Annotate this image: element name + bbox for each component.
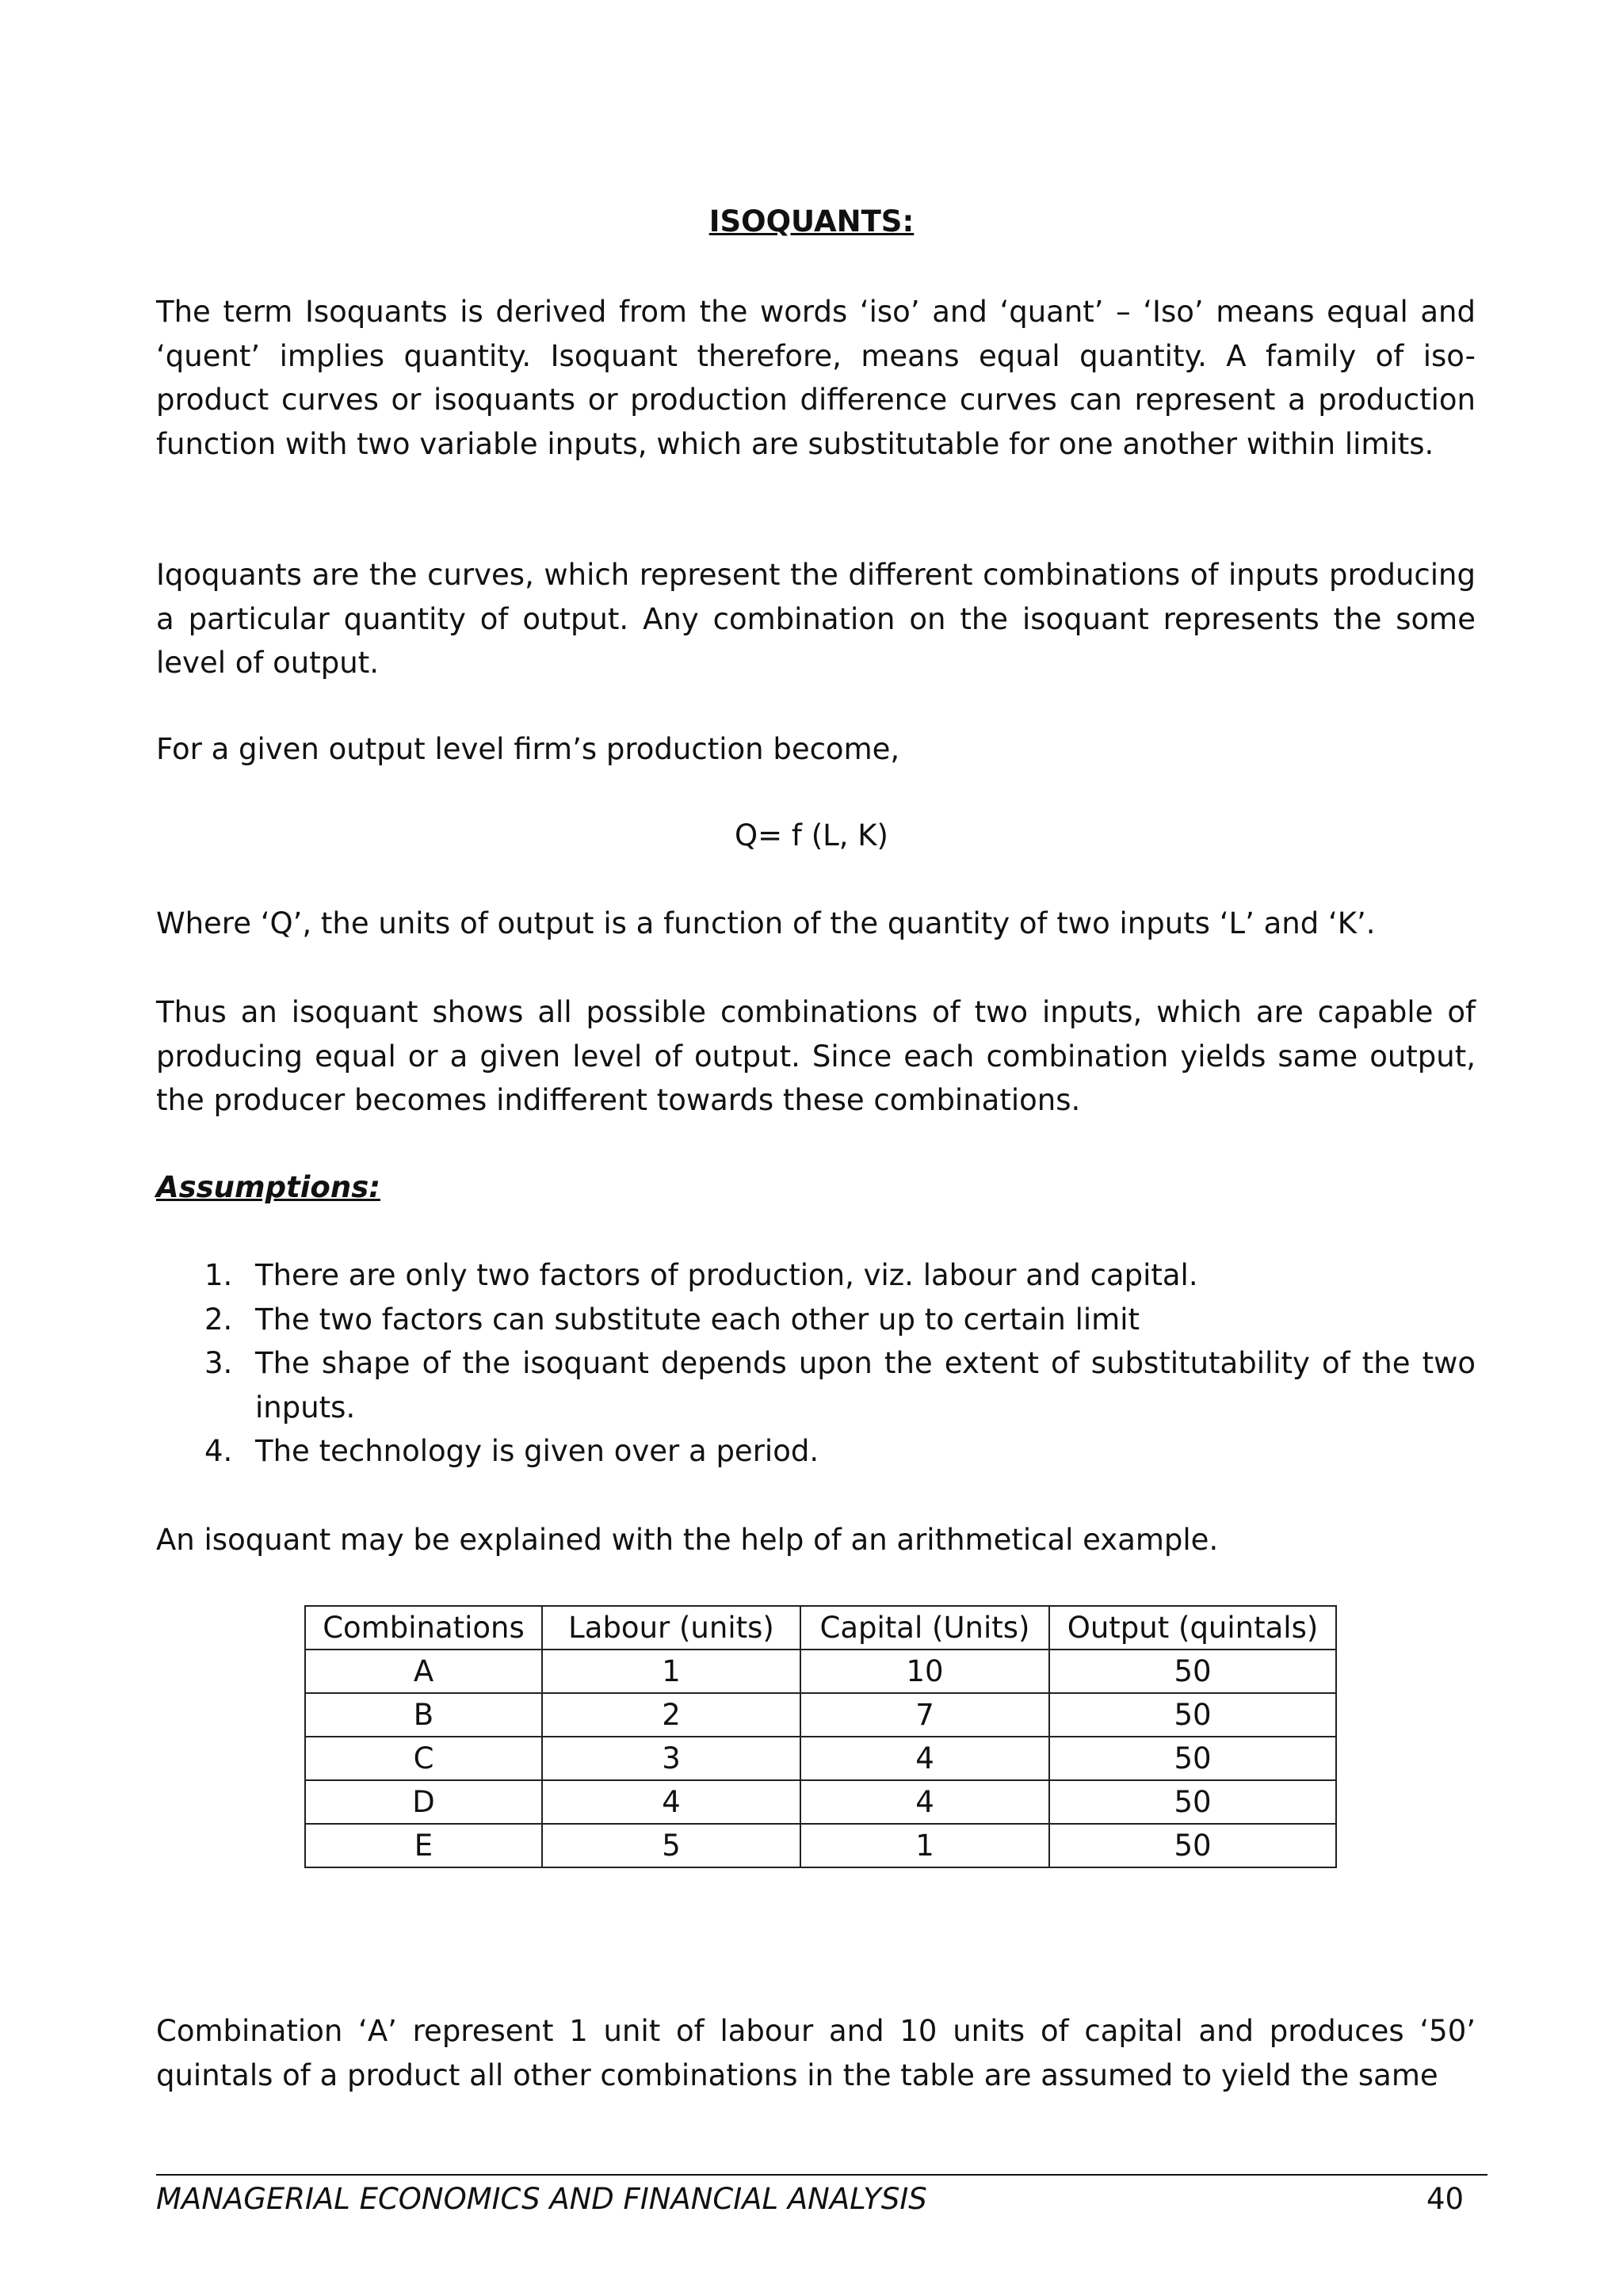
list-item-text: The two factors can substitute each other up to certain limit — [255, 1302, 1140, 1337]
paragraph-example-intro: An isoquant may be explained with the help of an arithmetical example. — [156, 1523, 1219, 1557]
table-row — [305, 1650, 1336, 1693]
list-item — [198, 1429, 1476, 1474]
column-header-output: Output (quintals) — [1049, 1606, 1336, 1650]
column-header-combinations: Combinations — [305, 1606, 542, 1650]
table-cell: 50 — [1049, 1650, 1336, 1693]
list-item-text: The shape of the isoquant depends upon the extent of substitutability of the two inputs. — [255, 1346, 1476, 1425]
footer-title: MANAGERIAL ECONOMICS AND FINANCIAL ANALYSIS — [156, 2182, 927, 2216]
column-header-labour: Labour (units) — [542, 1606, 800, 1650]
table-cell: 10 — [800, 1650, 1049, 1693]
table-cell: 50 — [1049, 1693, 1336, 1737]
assumptions-list — [198, 1253, 1476, 1474]
list-item-number: 1. — [204, 1258, 233, 1292]
production-formula: Q= f (L, K) — [735, 818, 888, 852]
paragraph-isoquant-shows: Thus an isoquant shows all possible combinations of two inputs, which are capable of producing equal or a given level of output. Since each combination yields same output, the producer becomes indifferent towards these combinations. — [156, 995, 1476, 1117]
table-row — [305, 1737, 1336, 1780]
table-cell: 4 — [800, 1737, 1049, 1780]
assumptions-heading: Assumptions: — [156, 1170, 381, 1204]
paragraph-definition: The term Isoquants is derived from the words ‘iso’ and ‘quant’ – ‘Iso’ means equal and ‘quent’ implies quantity. Isoquant therefore, means equal quantity. A family of iso-product curves or isoquants or production difference curves can represent a production function with two variable inputs, which are substitutable for one another within limits. — [156, 295, 1476, 461]
table-cell: 50 — [1049, 1737, 1336, 1780]
table-cell: 4 — [800, 1780, 1049, 1824]
table-cell: 2 — [542, 1693, 800, 1737]
list-item-number: 2. — [204, 1302, 233, 1337]
paragraph-curves: Iqoquants are the curves, which represent the different combinations of inputs producing a particular quantity of output. Any combination on the isoquant represents the some level of output. — [156, 558, 1476, 680]
list-item-number: 3. — [204, 1346, 233, 1380]
table-cell: 1 — [800, 1824, 1049, 1867]
table-header-row — [305, 1606, 1336, 1650]
table-cell: 3 — [542, 1737, 800, 1780]
isoquant-table — [304, 1605, 1337, 1868]
table-cell: C — [305, 1737, 542, 1780]
paragraph-production: For a given output level firm’s production become, — [156, 732, 900, 766]
table-cell: 7 — [800, 1693, 1049, 1737]
table-cell: E — [305, 1824, 542, 1867]
table-cell: D — [305, 1780, 542, 1824]
paragraph-combination-a: Combination ‘A’ represent 1 unit of labour and 10 units of capital and produces ‘50’ quintals of a product all other combinations in the table are assumed to yield the same — [156, 2014, 1476, 2092]
list-item — [198, 1253, 1476, 1298]
table-cell: 50 — [1049, 1780, 1336, 1824]
table-row — [305, 1780, 1336, 1824]
page-title: ISOQUANTS: — [708, 204, 915, 238]
table-row — [305, 1693, 1336, 1737]
table-cell: B — [305, 1693, 542, 1737]
list-item-text: There are only two factors of production, viz. labour and capital. — [255, 1258, 1198, 1292]
table-cell: A — [305, 1650, 542, 1693]
list-item — [198, 1341, 1476, 1429]
table-row — [305, 1824, 1336, 1867]
table-cell: 50 — [1049, 1824, 1336, 1867]
table-cell: 1 — [542, 1650, 800, 1693]
list-item-number: 4. — [204, 1434, 233, 1468]
footer-divider — [156, 2174, 1487, 2176]
page-number: 40 — [1426, 2182, 1465, 2216]
list-item-text: The technology is given over a period. — [255, 1434, 819, 1468]
list-item — [198, 1298, 1476, 1342]
table-cell: 4 — [542, 1780, 800, 1824]
paragraph-where: Where ‘Q’, the units of output is a function of the quantity of two inputs ‘L’ and ‘K’. — [156, 906, 1376, 940]
column-header-capital: Capital (Units) — [800, 1606, 1049, 1650]
table-cell: 5 — [542, 1824, 800, 1867]
